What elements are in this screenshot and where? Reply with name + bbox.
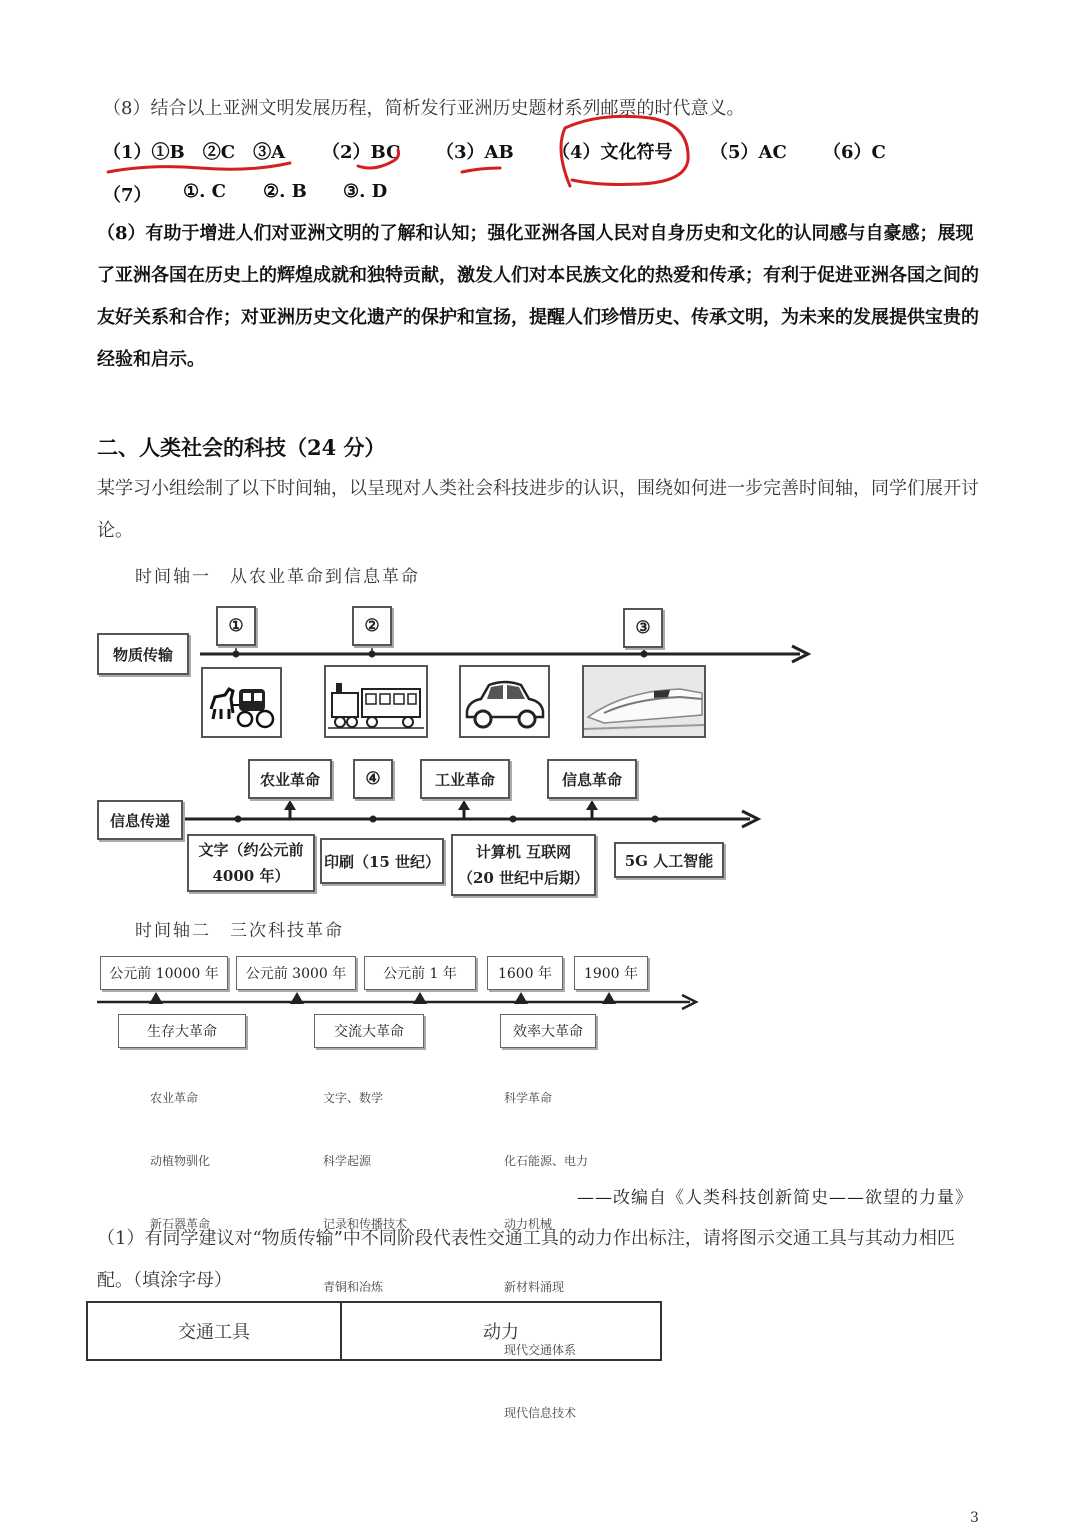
marker-2: ② bbox=[352, 606, 392, 646]
computer-item-line1: 计算机 互联网 bbox=[475, 843, 572, 861]
answer-7-2: ②. B bbox=[263, 181, 307, 202]
list-item: 新石器革命 bbox=[150, 1217, 211, 1231]
triangle-marker-5 bbox=[602, 992, 616, 1004]
source-citation: ——改编自《人类科技创新简史——欲望的力量》 bbox=[577, 1188, 973, 1208]
train-image bbox=[324, 665, 428, 738]
answer-4: （4）文化符号 bbox=[552, 142, 673, 163]
matching-table bbox=[86, 1301, 662, 1361]
table-header-vehicle: 交通工具 bbox=[87, 1302, 341, 1360]
list-item: 记录和传播技术 bbox=[323, 1217, 408, 1231]
answer-8: （8）有助于增进人们对亚洲文明的了解和认知；强化亚洲各国人民对自身历史和文化的认同感与自豪感；展现了亚洲各国在历史上的辉煌成就和独特贡献，激发人们对本民族文化的热爱和传承；有利于促进亚洲各国之间的友好关系和合作；对亚洲历史文化遗产的保护和宣扬，提醒人们珍惜历史、传承文明，为未来的发展提供宝贵的经验和启示。 bbox=[97, 223, 979, 370]
agricultural-revolution-box: 农业革命 bbox=[248, 759, 332, 799]
list-item: 文字、数学 bbox=[323, 1091, 384, 1105]
carriage-image bbox=[201, 667, 282, 738]
underline-answer-3 bbox=[462, 168, 500, 172]
date-box-5: 1900 年 bbox=[574, 956, 648, 990]
circle-answer-4 bbox=[561, 116, 688, 186]
list-item: 现代信息技术 bbox=[504, 1406, 577, 1420]
industrial-revolution-box: 工业革命 bbox=[420, 759, 510, 799]
answer-7-3: ③. D bbox=[343, 181, 388, 202]
marker-4: ④ bbox=[353, 759, 393, 799]
question-1-prompt: （1）有同学建议对“物质传输”中不同阶段代表性交通工具的动力作出标注，请将图示交通工具与其动力相匹配。（填涂字母） bbox=[97, 1228, 955, 1291]
list-item: 化石能源、电力 bbox=[504, 1154, 589, 1168]
page-number: 3 bbox=[970, 1510, 979, 1526]
list-item: 农业革命 bbox=[150, 1091, 199, 1105]
triangle-marker-2 bbox=[290, 992, 304, 1004]
information-transfer-label: 信息传递 bbox=[97, 800, 183, 840]
table-header-power: 动力 bbox=[341, 1302, 661, 1360]
horse-carriage-icon bbox=[203, 669, 280, 736]
computer-item-line2: （20 世纪中后期） bbox=[457, 869, 590, 887]
answer-6: （6）C bbox=[823, 142, 886, 163]
red-annotations bbox=[0, 0, 1080, 200]
date-box-2: 公元前 3000 年 bbox=[236, 956, 356, 990]
triangle-marker-3 bbox=[413, 992, 427, 1004]
information-revolution-box: 信息革命 bbox=[547, 759, 637, 799]
car-image bbox=[459, 665, 550, 738]
5g-ai-item: 5G 人工智能 bbox=[614, 842, 724, 878]
triangle-marker-1 bbox=[149, 992, 163, 1004]
list-item: 动力机械 bbox=[504, 1217, 553, 1231]
writing-item-line2: 4000 年） bbox=[212, 867, 290, 885]
writing-item bbox=[187, 834, 315, 892]
communication-revolution-box: 交流大革命 bbox=[314, 1014, 424, 1048]
computer-internet-item bbox=[451, 834, 596, 896]
date-box-4: 1600 年 bbox=[487, 956, 563, 990]
material-transport-label: 物质传输 bbox=[97, 633, 189, 675]
bullet-train-icon bbox=[584, 667, 704, 736]
marker-1: ① bbox=[216, 606, 256, 646]
answer-2: （2）BC bbox=[322, 142, 401, 163]
timeline-2-title: 时间轴二 三次科技革命 bbox=[135, 921, 344, 941]
timeline-1-title: 时间轴一 从农业革命到信息革命 bbox=[135, 567, 420, 587]
list-item: 新材料涌现 bbox=[504, 1280, 565, 1294]
date-box-3: 公元前 1 年 bbox=[364, 956, 476, 990]
list-item: 现代交通体系 bbox=[504, 1343, 577, 1357]
high-speed-train-image bbox=[582, 665, 706, 738]
steam-train-icon bbox=[326, 667, 426, 736]
answer-7-label: （7） bbox=[103, 185, 152, 206]
answer-3: （3）AB bbox=[436, 142, 514, 163]
section-intro: 某学习小组绘制了以下时间轴，以呈现对人类社会科技进步的认识，围绕如何进一步完善时间轴，同学们展开讨论。 bbox=[97, 478, 979, 541]
answer-1: （1）①B ②C ③A bbox=[103, 142, 286, 163]
list-item: 动植物驯化 bbox=[150, 1154, 211, 1168]
writing-item-line1: 文字（约公元前 bbox=[198, 841, 304, 859]
answer-5: （5）AC bbox=[710, 142, 787, 163]
marker-3: ③ bbox=[623, 608, 663, 648]
survival-revolution-box: 生存大革命 bbox=[118, 1014, 246, 1048]
efficiency-revolution-box: 效率大革命 bbox=[500, 1014, 596, 1048]
underline-answer-1 bbox=[108, 163, 290, 172]
list-item: 科学起源 bbox=[323, 1154, 372, 1168]
list-item: 青铜和冶炼 bbox=[323, 1280, 384, 1294]
triangle-marker-4 bbox=[514, 992, 528, 1004]
printing-item: 印刷（15 世纪） bbox=[320, 838, 444, 884]
answer-7-1: ①. C bbox=[183, 181, 226, 202]
list-item: 科学革命 bbox=[504, 1091, 553, 1105]
date-box-1: 公元前 10000 年 bbox=[100, 956, 228, 990]
car-icon bbox=[461, 667, 548, 736]
table-row bbox=[87, 1302, 661, 1360]
question-8-prompt: （8）结合以上亚洲文明发展历程，简析发行亚洲历史题材系列邮票的时代意义。 bbox=[103, 98, 745, 119]
section-title: 二、人类社会的科技（24 分） bbox=[97, 435, 386, 460]
underline-answer-2 bbox=[358, 150, 399, 168]
